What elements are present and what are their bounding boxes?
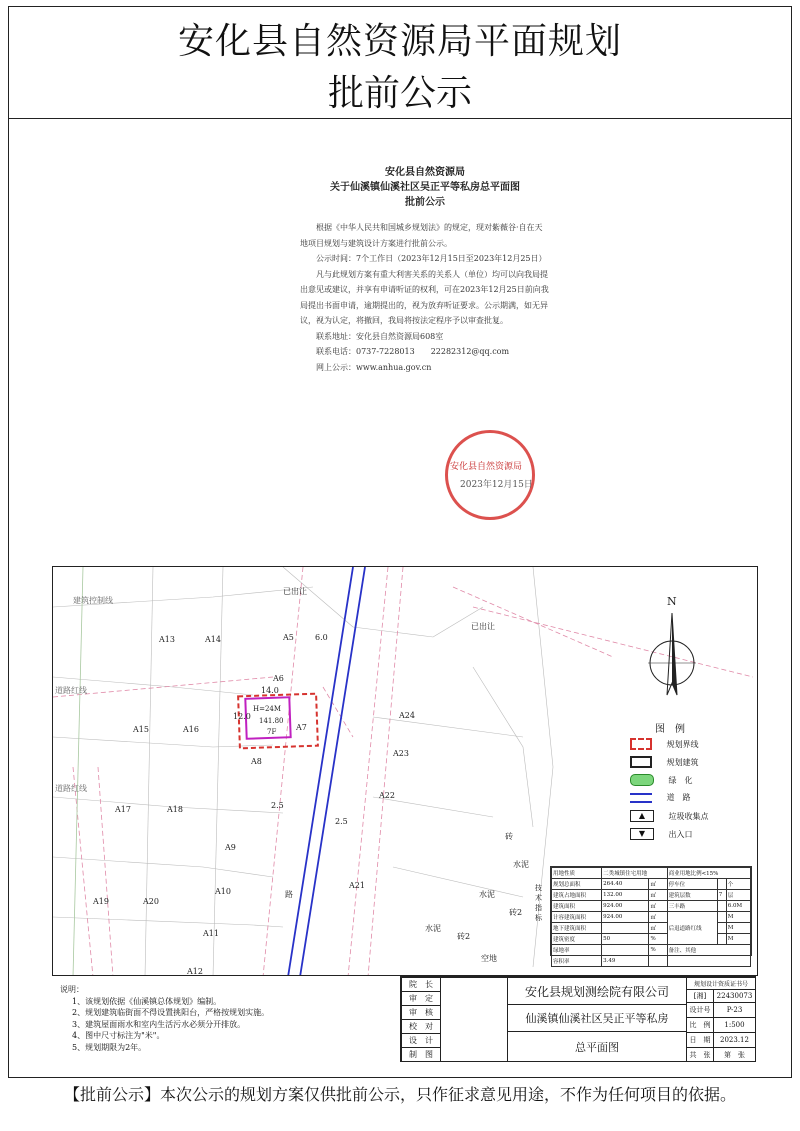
legend-item: ▼ 出入口 <box>630 828 693 840</box>
seal-date: 2023年12月15日 <box>460 480 533 490</box>
page-title: 安化县自然资源局平面规划 <box>177 21 622 62</box>
note-item: 1、该规划依据《仙溪镇总体规划》编制。 <box>72 996 222 1006</box>
table-row: 地下建筑面积 ㎡ M <box>552 923 751 934</box>
cert-label: 规划设计资质证书号 <box>686 977 756 990</box>
notice-website: 网上公示：www.anhua.gov.cn <box>316 362 432 372</box>
legend-item: 道 路 <box>630 792 691 803</box>
road-width: 2.5 <box>335 817 348 826</box>
brick-label: 砖2 <box>457 932 471 941</box>
road-width: 6.0 <box>315 633 328 642</box>
technical-indicators <box>535 866 752 965</box>
notice-para-1: 根据《中华人民共和国城乡规划法》的规定，现对紫薇谷·自在天地项目规划与建筑设计方案进行批前公示。 <box>300 223 543 248</box>
parcel-label: A14 <box>205 635 221 644</box>
parcel-label: A23 <box>393 749 409 758</box>
open-space-label: 空地 <box>481 954 497 963</box>
role-label: 校 对 <box>401 1019 441 1034</box>
side-label: 建筑控制线 <box>73 596 113 605</box>
drawing-notes <box>52 976 402 1062</box>
title-box <box>8 6 792 119</box>
road-width: 2.5 <box>271 801 284 810</box>
dim-depth: 12.0 <box>233 712 251 721</box>
field-label: 设计号 <box>686 1002 714 1018</box>
field-label: 日 期 <box>686 1032 714 1048</box>
parcel-label: A7 <box>296 723 307 732</box>
notice-period: 公示时间：7个工作日（2023年12月15日至2023年12月25日） <box>316 254 547 263</box>
parcel-label: A12 <box>187 967 203 976</box>
concrete-label: 水泥 <box>425 924 441 933</box>
field-value: 第 张 <box>713 1047 756 1062</box>
table-row: 建筑面积 924.00 ㎡ 三丰路 6.0M <box>552 901 751 912</box>
legend-item: 绿 化 <box>630 774 693 786</box>
field-value: 2023.12 <box>713 1032 756 1048</box>
planning-boundary-icon <box>630 738 652 750</box>
brick-label: 砖2 <box>509 908 523 917</box>
note-item: 3、建筑屋面雨水和室内生活污水必须分开排放。 <box>72 1019 246 1029</box>
field-label: 比 例 <box>686 1017 714 1033</box>
entrance-icon: ▼ <box>630 828 654 840</box>
role-label: 审 核 <box>401 1005 441 1020</box>
brick-label: 砖 <box>505 832 513 841</box>
parcel-label: A16 <box>183 725 199 734</box>
company-name: 安化县规划测绘院有限公司 <box>507 977 687 1005</box>
notice-phone: 联系电话：0737-7228013 2228231​2@qq.com <box>316 347 510 356</box>
table-row: 绿地率 % 备注、其他 <box>552 945 751 956</box>
road-name: 路 <box>285 890 293 899</box>
parcel-label: A19 <box>93 897 109 906</box>
parcel-label: A10 <box>215 887 231 896</box>
role-label: 审 定 <box>401 991 441 1006</box>
parcel-label: A5 <box>283 633 294 642</box>
parcel-label: A24 <box>399 711 415 720</box>
parcel-label: A18 <box>167 805 183 814</box>
role-label: 院 长 <box>401 977 441 992</box>
field-label: 共 张 <box>686 1047 714 1062</box>
title-block <box>400 976 756 1062</box>
table-row: 规划总面积 264.40 ㎡ 停车位 个 <box>552 879 751 890</box>
table-row: 建筑占地面积 132.00 ㎡ 建筑层数 7 层 <box>552 890 751 901</box>
concrete-label: 水泥 <box>513 860 529 869</box>
outside-label: 已出让 <box>471 622 495 631</box>
role-label: 制 图 <box>401 1047 441 1062</box>
building-height: H=24M <box>253 705 282 713</box>
footer-disclaimer: 【批前公示】本次公示的规划方案仅供批前公示，只作征求意见用途，不作为任何项目的依据。 <box>63 1085 736 1104</box>
page-subtitle: 批前公示 <box>327 73 472 114</box>
legend-item: 规划界线 <box>630 738 699 750</box>
indicators-side-label: 技术指标 <box>535 884 542 922</box>
notice-address: 联系地址：安化县自然资源局608室 <box>316 331 444 341</box>
outside-label: 已出让 <box>283 587 307 596</box>
role-label: 设 计 <box>401 1033 441 1048</box>
drawing-name: 总平面图 <box>507 1031 687 1062</box>
road-icon <box>630 793 652 803</box>
parcel-label: A11 <box>203 929 219 938</box>
dim-width: 14.0 <box>261 686 279 695</box>
note-item: 5、规划期限为2年。 <box>72 1042 147 1052</box>
seal-text: 安化县自然资源局 <box>450 462 523 472</box>
legend-item: 规划建筑 <box>630 756 699 768</box>
parcel-label: A6 <box>273 674 284 683</box>
north-label: N <box>667 595 677 608</box>
indicators-table <box>551 867 751 967</box>
cert-number: 22430073 <box>713 989 756 1003</box>
cert-prefix: [湘] <box>686 989 714 1003</box>
parcel-label: A8 <box>251 757 262 766</box>
notice-title-3: 批前公示 <box>405 197 445 208</box>
field-value: P-23 <box>713 1002 756 1018</box>
signature-area <box>440 977 508 1062</box>
table-row: 计容建筑面积 924.00 ㎡ 后退道路红线 M <box>552 912 751 923</box>
side-label: 道路红线 <box>55 784 87 793</box>
garbage-point-icon: ▲ <box>630 810 654 822</box>
concrete-label: 水泥 <box>479 890 495 899</box>
table-row: 容积率 3.49 <box>552 956 751 967</box>
note-item: 4、图中尺寸标注为"米"。 <box>72 1031 165 1040</box>
field-value: 1:500 <box>713 1017 756 1033</box>
table-row: 用地性质 二类城镇住宅用地 商业用地比例<15% <box>552 868 751 879</box>
north-arrow-icon <box>639 609 705 701</box>
building-elevation: 141.80 <box>259 717 284 725</box>
side-label: 道路红线 <box>55 686 87 695</box>
legend-title: 图 例 <box>655 724 685 735</box>
notice-para-2: 凡与此规划方案有重大利害关系的关系人（单位）均可以向我局提出意见或建议，并享有申请听证的权利，可在2023年12月25日前向我局提出书面申请，逾期提出的，视为放弃听证要求。公示期满，如无异议，视为认定，将撤回，我局将按法定程序予以审查批复。 <box>300 269 549 325</box>
legend-item: ▲ 垃圾收集点 <box>630 810 709 822</box>
project-name: 仙溪镇仙溪社区吴正平等私房 <box>507 1004 687 1032</box>
parcel-label: A9 <box>225 843 236 852</box>
planned-building-icon <box>630 756 652 768</box>
parcel-label: A17 <box>115 805 131 814</box>
notice <box>300 165 550 375</box>
notice-title-2: 关于仙溪镇仙溪社区吴正平等私房总平面图 <box>330 182 520 193</box>
greenery-icon <box>630 774 654 786</box>
note-item: 2、规划建筑临街面不得设置挑阳台，严格按规划实施。 <box>72 1008 270 1017</box>
official-seal <box>445 430 535 520</box>
parcel-label: A22 <box>379 791 395 800</box>
building-floors: 7F <box>267 728 277 736</box>
notes-title: 说明： <box>60 985 84 994</box>
parcel-label: A21 <box>349 881 365 890</box>
table-row: 建筑密度 50 % M <box>552 934 751 945</box>
notice-title-1: 安化县自然资源局 <box>385 167 465 178</box>
parcel-label: A15 <box>133 725 149 734</box>
parcel-label: A20 <box>143 897 159 906</box>
parcel-label: A13 <box>159 635 175 644</box>
